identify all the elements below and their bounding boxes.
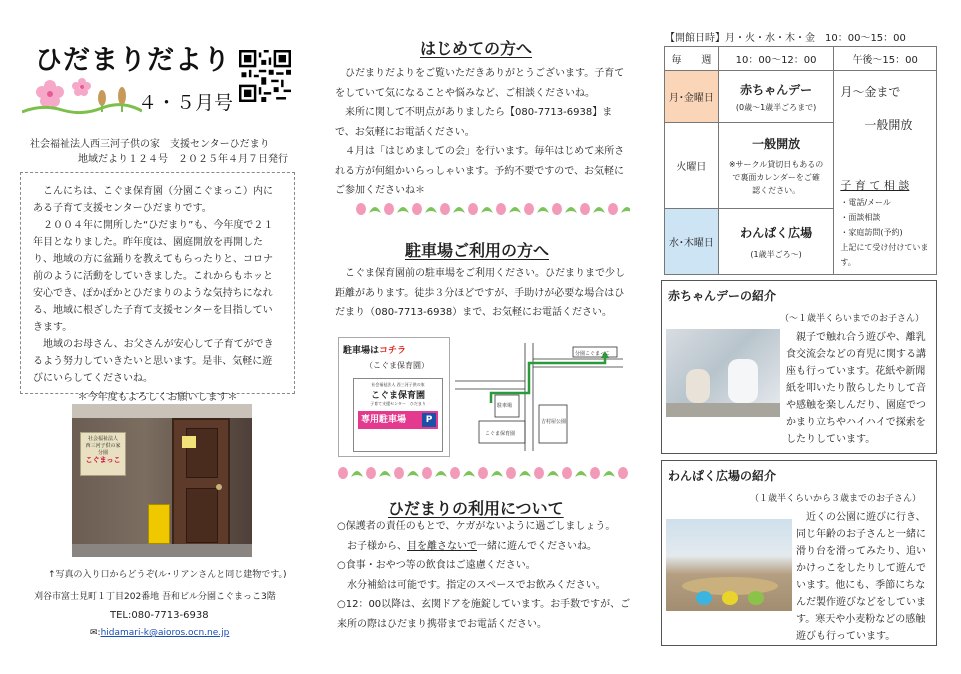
- leaf-icon: [593, 207, 605, 213]
- map-label-koguma: こぐま保育園: [485, 431, 516, 437]
- wanpaku-title: わんぱく広場の紹介: [668, 469, 777, 483]
- parking-sign: 社会福祉法人 西三河子供の家 こぐま保育園 子育て支援センター ひだまり 専用駐車場 P: [353, 378, 443, 452]
- schedule-header-pm: 午後～15：00: [834, 47, 937, 71]
- leaf-icon: [491, 471, 503, 477]
- leaf-icon: [463, 471, 475, 477]
- schedule-program-cell: 赤ちゃんデー (0歳～1歳半ごろまで): [718, 71, 833, 123]
- wanpaku-body: 近くの公園に遊びに行き、同じ年齢のお子さんと一緒に滑り台を滑ってみたり、追いかけっこをしたりして遊んでいます。他にも、季節にちなんだ製作遊びなどをしています。寒天や小麦粉などの感触遊びも行っています。: [796, 512, 926, 642]
- tulip-icon: [450, 467, 460, 479]
- afternoon-info-cell: 月～金まで 一般開放 子 育 て 相 談 ・電話/メール ・面談相談 ・家庭訪問(予約) 上記にて受け付けています。: [834, 71, 937, 275]
- first-time-paragraph: 来所に関して不明点がありましたら【080-7713-6938】まで、お気軽にお電話ください。: [335, 107, 613, 138]
- usage-emphasis: 目を離さないで: [407, 540, 477, 552]
- entrance-door: [172, 418, 230, 557]
- baby-day-age: （～１歳半くらいまでのお子さん）: [780, 314, 925, 324]
- qr-code-icon[interactable]: [239, 50, 291, 102]
- tulip-divider: [355, 201, 630, 217]
- greeting-paragraph: こんにちは、こぐま保育園（分園こぐまっこ）内にある子育て支援センターひだまりです。: [33, 186, 273, 214]
- issue-number: ４・５月号: [138, 92, 234, 114]
- leaf-icon: [481, 207, 493, 213]
- baby-day-photo: [666, 329, 780, 417]
- consult-item: ・面談相談: [840, 213, 881, 222]
- leaf-icon: [547, 471, 559, 477]
- leaf-icon: [407, 471, 419, 477]
- tulip-icon: [534, 467, 544, 479]
- tulip-icon: [524, 203, 534, 215]
- stand-sign: [148, 504, 170, 544]
- usage-section: [337, 517, 632, 634]
- tulip-icon: [618, 467, 628, 479]
- tulip-icon: [590, 467, 600, 479]
- consult-item: ・家庭訪問(予約): [840, 228, 903, 237]
- wanpaku-age: （１歳半くらいから３歳までのお子さん）: [750, 494, 922, 504]
- parking-photo-sublabel: （こぐま保育園）: [365, 361, 429, 370]
- issue-date: 地域だより１２４号 ２０２５年４月７日発行: [78, 154, 288, 165]
- opening-hours: 【開館日時】月・火・水・木・金 10：00～15：00: [665, 33, 906, 44]
- tulip-icon: [412, 203, 422, 215]
- tulip-icon: [356, 203, 366, 215]
- tulip-icon: [422, 467, 432, 479]
- leaf-icon: [453, 207, 465, 213]
- tulip-icon: [608, 203, 618, 215]
- parking-paragraph: こぐま保育園前の駐車場をご利用ください。ひだまりまで少し距離があります。徒歩３分ほどですが、手助けが必要な場合はひだまり（080-7713-6938）まで、お気軽にお電話ください。: [335, 268, 625, 318]
- leaf-icon: [425, 207, 437, 213]
- usage-item: ○保護者の責任のもとで、ケガがないように過ごしましょう。: [337, 521, 616, 532]
- leaf-icon: [351, 471, 363, 477]
- greeting-paragraph: 地域のお母さん、お父さんが安心して子育てができるよう努力していきたいと思います。是非、気軽に遊びにいらしてくださいね。: [33, 339, 274, 384]
- wanpaku-card: [661, 460, 937, 646]
- leaf-icon: [565, 207, 577, 213]
- leaf-icon: [509, 207, 521, 213]
- leaf-icon: [603, 471, 615, 477]
- greeting-closing: ＊今年度もよろしくお願いします＊: [77, 392, 238, 403]
- tulip-icon: [478, 467, 488, 479]
- flower-icon: [72, 78, 91, 96]
- consult-item: ・電話/メール: [840, 198, 891, 207]
- flower-icon: [36, 80, 64, 107]
- leaf-icon: [397, 207, 409, 213]
- greeting-box: [20, 172, 295, 403]
- parking-map: [455, 343, 623, 451]
- tulip-icon: [580, 203, 590, 215]
- tulip-icon: [338, 467, 348, 479]
- usage-heading: ひだまりの利用について: [388, 499, 564, 518]
- parking-photo-label: 駐車場はコチラ: [343, 346, 407, 356]
- email-link[interactable]: hidamari-k@aioros.ocn.ne.jp: [100, 628, 230, 638]
- leaf-icon: [621, 207, 630, 213]
- leaf-icon: [537, 207, 549, 213]
- usage-item: お子様から、目を離さないで一緒に遊んでくださいね。: [337, 540, 597, 552]
- address: 刈谷市富士見町１丁目202番地 吾和ビル分園こぐまっこ3階: [34, 592, 276, 602]
- nursery-sign: 社会福祉法人 西三河子供の家 分園 こぐまっこ: [80, 432, 126, 476]
- leaf-icon: [519, 471, 531, 477]
- map-label-parking: 駐車場: [497, 403, 513, 409]
- tulip-icon: [394, 467, 404, 479]
- first-time-heading: はじめての方へ: [420, 39, 533, 58]
- tulip-icon: [468, 203, 478, 215]
- phone-number[interactable]: TEL:080-7713-6938: [110, 610, 209, 621]
- spring-flowers-illustration: [22, 74, 142, 114]
- schedule-header-am: 10：00～12：00: [718, 47, 833, 71]
- email-line: [90, 628, 229, 638]
- consult-note: 上記にて受け付けています。: [840, 243, 929, 267]
- tulip-icon: [440, 203, 450, 215]
- schedule-day: 火曜日: [665, 123, 719, 209]
- tulip-icon: [506, 467, 516, 479]
- newsletter-title: ひだまりだより: [35, 45, 231, 76]
- parking-photo: [338, 337, 450, 457]
- tulip-icon: [552, 203, 562, 215]
- weekly-schedule-table: [664, 46, 937, 275]
- organization-name: 社会福祉法人西三河子供の家 支援センターひだまり: [30, 139, 270, 150]
- schedule-day: 月･金曜日: [665, 71, 719, 123]
- schedule-day: 水･木曜日: [665, 209, 719, 275]
- greeting-paragraph: ２００４年に開所した“ひだまり”も、今年度で２１年目となりました。昨年度は、園庭開放を再開したり、地域の方に盆踊りを教えてもらったりと、コロナ前のように活動をしていきました。これからもホッと安心でき、ぽかぽかとひだまりのような気持ちになれる、地域に根ざした子育て支援センターを目指していきます。: [33, 220, 274, 333]
- baby-day-card: [661, 280, 937, 454]
- first-time-section: [335, 64, 630, 201]
- usage-item: ○食事・おやつ等の飲食はご遠慮ください。: [337, 560, 536, 571]
- leaf-icon: [575, 471, 587, 477]
- parking-section: [335, 264, 630, 323]
- first-time-paragraph: ４月は「はじめましての会」を行います。毎年はじめて来所される方が何組かいらっしゃいます。予約不要ですので、お気軽にご参加くださいね＊: [335, 146, 625, 196]
- parking-heading: 駐車場ご利用の方へ: [405, 241, 550, 260]
- leaf-icon: [369, 207, 381, 213]
- usage-item: ○12：00以降は、玄関ドアを施錠しています。お手数ですが、ご来所の際はひだまり携帯までお電話ください。: [337, 599, 631, 630]
- leaf-icon: [435, 471, 447, 477]
- tulip-icon: [562, 467, 572, 479]
- consult-title: 子 育 て 相 談: [840, 179, 910, 192]
- tulip-icon: [496, 203, 506, 215]
- map-label-kogumakko: 分園こぐまっこ: [575, 351, 611, 357]
- tulip-divider: [337, 465, 632, 481]
- entrance-photo: [72, 404, 252, 557]
- mail-icon: ✉:: [90, 628, 101, 638]
- schedule-program-cell: 一般開放 ※サークル貸切日もあるので裏面カレンダーをご確認ください。: [718, 123, 833, 209]
- leaf-icon: [379, 471, 391, 477]
- schedule-header-weekly: 毎 週: [665, 47, 719, 71]
- parking-p-icon: P: [422, 413, 436, 427]
- baby-day-body: 親子で触れ合う遊びや、離乳食交流会などの育児に関する講座も行っています。花紙や新聞紙を叩いたり散らしたりして音や感触を楽しんだり、園庭でつかまり立ちやハイハイで探索をしたりしています。: [786, 332, 926, 445]
- schedule-program-cell: わんぱく広場 (1歳半ごろ～): [718, 209, 833, 275]
- tulip-icon: [366, 467, 376, 479]
- wanpaku-photo: [666, 519, 792, 611]
- map-label-park: 吉村屋公園: [541, 419, 567, 425]
- usage-item: 水分補給は可能です。指定のスペースでお飲みください。: [337, 579, 606, 591]
- first-time-paragraph: ひだまりだよりをご覧いただきありがとうございます。子育てをしていて気になることや悩みなど、ご相談くださいね。: [335, 68, 625, 99]
- photo-caption: ↑写真の入り口からどうぞ(ル･リアンさんと同じ建物です。): [48, 570, 287, 580]
- baby-day-title: 赤ちゃんデーの紹介: [668, 289, 777, 303]
- tulip-icon: [384, 203, 394, 215]
